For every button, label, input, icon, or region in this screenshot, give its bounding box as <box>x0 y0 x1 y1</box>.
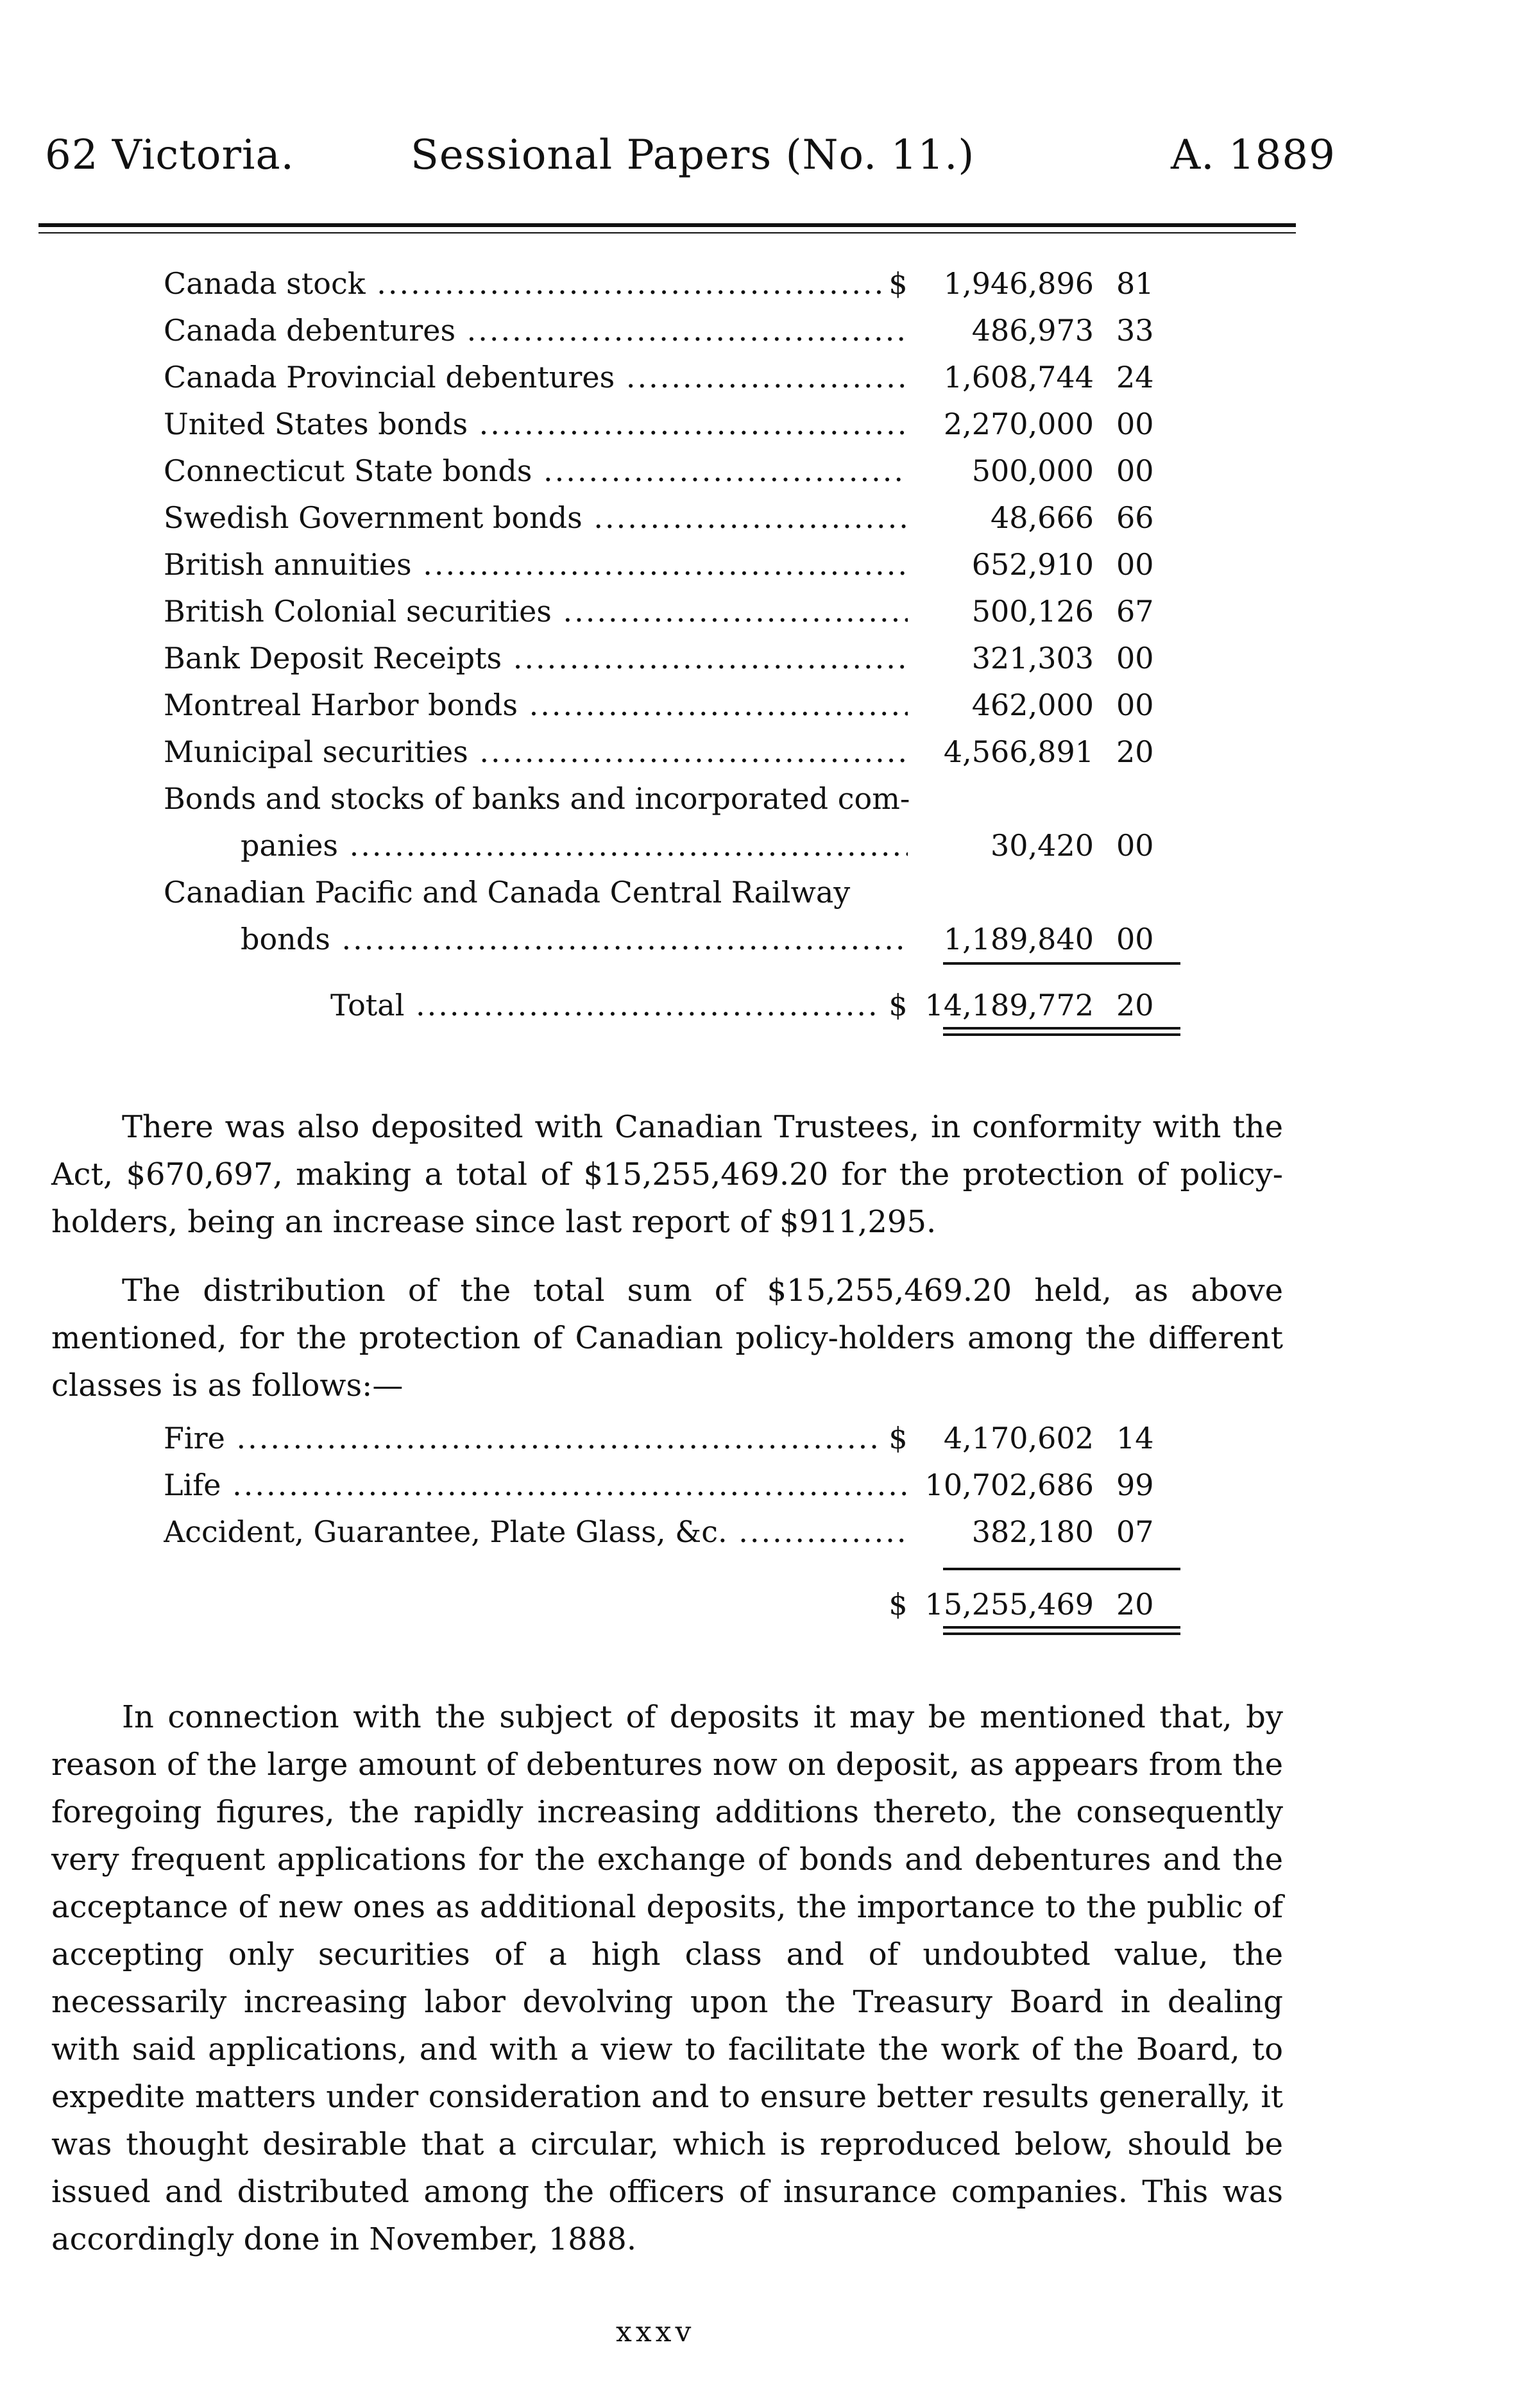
amount-cents: 14 <box>1116 1421 1174 1455</box>
amount-dollars: 500,000 <box>908 454 1094 488</box>
amount-cents: 00 <box>1116 688 1174 722</box>
row-label <box>164 407 921 441</box>
row-label-text: Montreal Harbor bonds <box>164 688 518 722</box>
row-label <box>164 688 921 722</box>
distribution-table <box>164 1421 1190 1665</box>
currency-sign: $ <box>882 1421 914 1455</box>
row-label-text: Swedish Government bonds <box>164 500 583 535</box>
row-label-text: bonds <box>241 922 330 956</box>
amount-dollars: 1,189,840 <box>908 922 1094 956</box>
amount-dollars: 4,170,602 <box>908 1421 1094 1455</box>
currency-sign: $ <box>882 988 914 1022</box>
table-row <box>164 1468 1190 1514</box>
paragraph-deposits <box>51 1693 1283 2263</box>
amount-cents: 99 <box>1116 1468 1174 1502</box>
row-label <box>241 922 921 956</box>
amount-dollars: 48,666 <box>908 500 1094 535</box>
securities-table <box>164 266 1190 1081</box>
row-label-text: panies <box>241 828 339 863</box>
total-rule-upper <box>943 1626 1180 1629</box>
row-label <box>164 875 921 910</box>
row-label <box>164 1514 921 1549</box>
amount-dollars: 15,255,469 <box>908 1587 1094 1622</box>
amount-cents: 20 <box>1116 988 1174 1022</box>
table-row <box>164 641 1190 687</box>
total-rule-lower <box>943 1632 1180 1635</box>
row-label <box>164 1421 921 1455</box>
amount-cents: 00 <box>1116 547 1174 582</box>
amount-dollars: 652,910 <box>908 547 1094 582</box>
subtotal-rule <box>943 962 1180 965</box>
table-row <box>164 828 1190 874</box>
table-row <box>164 688 1190 734</box>
row-label-text: Life <box>164 1468 221 1502</box>
subtotal-rule <box>943 1568 1180 1570</box>
row-label <box>164 781 921 816</box>
table-row <box>164 594 1190 640</box>
amount-cents: 07 <box>1116 1514 1174 1549</box>
amount-dollars: 10,702,686 <box>908 1468 1094 1502</box>
table-row <box>164 407 1190 453</box>
table-row <box>164 1514 1190 1561</box>
amount-cents: 00 <box>1116 922 1174 956</box>
amount-dollars: 4,566,891 <box>908 734 1094 769</box>
table-row <box>164 500 1190 547</box>
row-label-text: Canada stock <box>164 266 366 301</box>
paragraph-deposits-text: In connection with the subject of deposits it may be mentioned that, by reason of the large amount of debentures now on deposit, as appears from the foregoing figures, the rapidly increasing additions thereto, the consequently very frequent applications for the exchange of bonds and debentures and the acceptance of new ones as additional deposits, the importance to the public of accepting only securities of a high class and of undoubted value, the necessarily increasing labor devolving upon the Treasury Board in dealing with said applications, and with a view to facilitate the work of the Board, to expedite matters under consideration and to ensure better results generally, it was thought desirable that a circular, which is reproduced below, should be issued and distributed among the officers of insurance companies. This was accordingly done in November, 1888. <box>51 1699 1283 2257</box>
amount-dollars: 1,946,896 <box>908 266 1094 301</box>
table-row <box>164 454 1190 500</box>
amount-dollars: 462,000 <box>908 688 1094 722</box>
page-number: xxxv <box>616 2316 695 2348</box>
header-rule-thin <box>38 232 1296 233</box>
paragraph-distribution-text: The distribution of the total sum of $15,255,469.20 held, as above mentioned, for the protection of Canadian policy-holders among the different classes is as follows:— <box>51 1273 1283 1403</box>
row-label-text: Fire <box>164 1421 225 1455</box>
amount-cents: 00 <box>1116 407 1174 441</box>
row-label-text: United States bonds <box>164 407 468 441</box>
amount-cents: 67 <box>1116 594 1174 629</box>
row-label-text: Canada debentures <box>164 313 456 348</box>
table-row <box>164 734 1190 781</box>
total-rule-lower <box>943 1033 1180 1036</box>
amount-cents: 00 <box>1116 641 1174 675</box>
paragraph-trustees-text: There was also deposited with Canadian Trustees, in conformity with the Act, $670,697, making a total of $15,255,469.20 for the protection of policy-holders, being an increase since last report of $911,295. <box>51 1109 1283 1240</box>
row-label-text: British annuities <box>164 547 412 582</box>
table-row <box>164 781 1190 827</box>
amount-dollars: 486,973 <box>908 313 1094 348</box>
amount-cents: 00 <box>1116 828 1174 863</box>
row-label-text: Municipal securities <box>164 734 468 769</box>
table-row <box>164 360 1190 406</box>
row-label-text: Bank Deposit Receipts <box>164 641 502 675</box>
row-label-text: Bonds and stocks of banks and incorporated com- <box>164 781 910 816</box>
paragraph-trustees <box>51 1103 1283 1246</box>
row-label <box>164 313 921 348</box>
paragraph-distribution <box>51 1267 1283 1409</box>
row-label-text: Connecticut State bonds <box>164 454 532 488</box>
amount-cents: 24 <box>1116 360 1174 394</box>
row-label <box>164 266 921 301</box>
row-label <box>330 988 921 1022</box>
amount-cents: 00 <box>1116 454 1174 488</box>
row-label-text: Canada Provincial debentures <box>164 360 615 394</box>
amount-cents: 33 <box>1116 313 1174 348</box>
amount-dollars: 382,180 <box>908 1514 1094 1549</box>
row-label <box>164 1468 921 1502</box>
table-row <box>164 313 1190 359</box>
row-label <box>164 500 921 535</box>
table-row <box>164 266 1190 312</box>
row-label <box>241 828 921 863</box>
row-label <box>164 641 921 675</box>
header-year: A. 1889 <box>1171 131 1336 179</box>
row-label <box>164 547 921 582</box>
header-session: 62 Victoria. <box>45 131 294 179</box>
table-row <box>164 547 1190 593</box>
amount-dollars: 2,270,000 <box>908 407 1094 441</box>
row-label-text: Canadian Pacific and Canada Central Railway <box>164 875 851 910</box>
row-label <box>164 594 921 629</box>
row-label-text: Accident, Guarantee, Plate Glass, &c. <box>164 1514 727 1549</box>
amount-cents: 20 <box>1116 1587 1174 1622</box>
row-label-text: British Colonial securities <box>164 594 552 629</box>
table-row <box>164 875 1190 921</box>
currency-sign: $ <box>882 1587 914 1622</box>
row-label <box>164 360 921 394</box>
row-label <box>164 734 921 769</box>
table-row <box>164 922 1190 968</box>
table-row <box>164 1421 1190 1467</box>
total-rule-upper <box>943 1027 1180 1030</box>
currency-sign: $ <box>882 266 914 301</box>
amount-dollars: 30,420 <box>908 828 1094 863</box>
amount-cents: 66 <box>1116 500 1174 535</box>
row-label-text: Total <box>330 988 405 1022</box>
header-rule <box>38 223 1296 227</box>
amount-dollars: 14,189,772 <box>908 988 1094 1022</box>
row-label <box>164 454 921 488</box>
amount-dollars: 321,303 <box>908 641 1094 675</box>
amount-cents: 81 <box>1116 266 1174 301</box>
amount-dollars: 1,608,744 <box>908 360 1094 394</box>
header-title: Sessional Papers (No. 11.) <box>411 131 975 179</box>
amount-dollars: 500,126 <box>908 594 1094 629</box>
amount-cents: 20 <box>1116 734 1174 769</box>
